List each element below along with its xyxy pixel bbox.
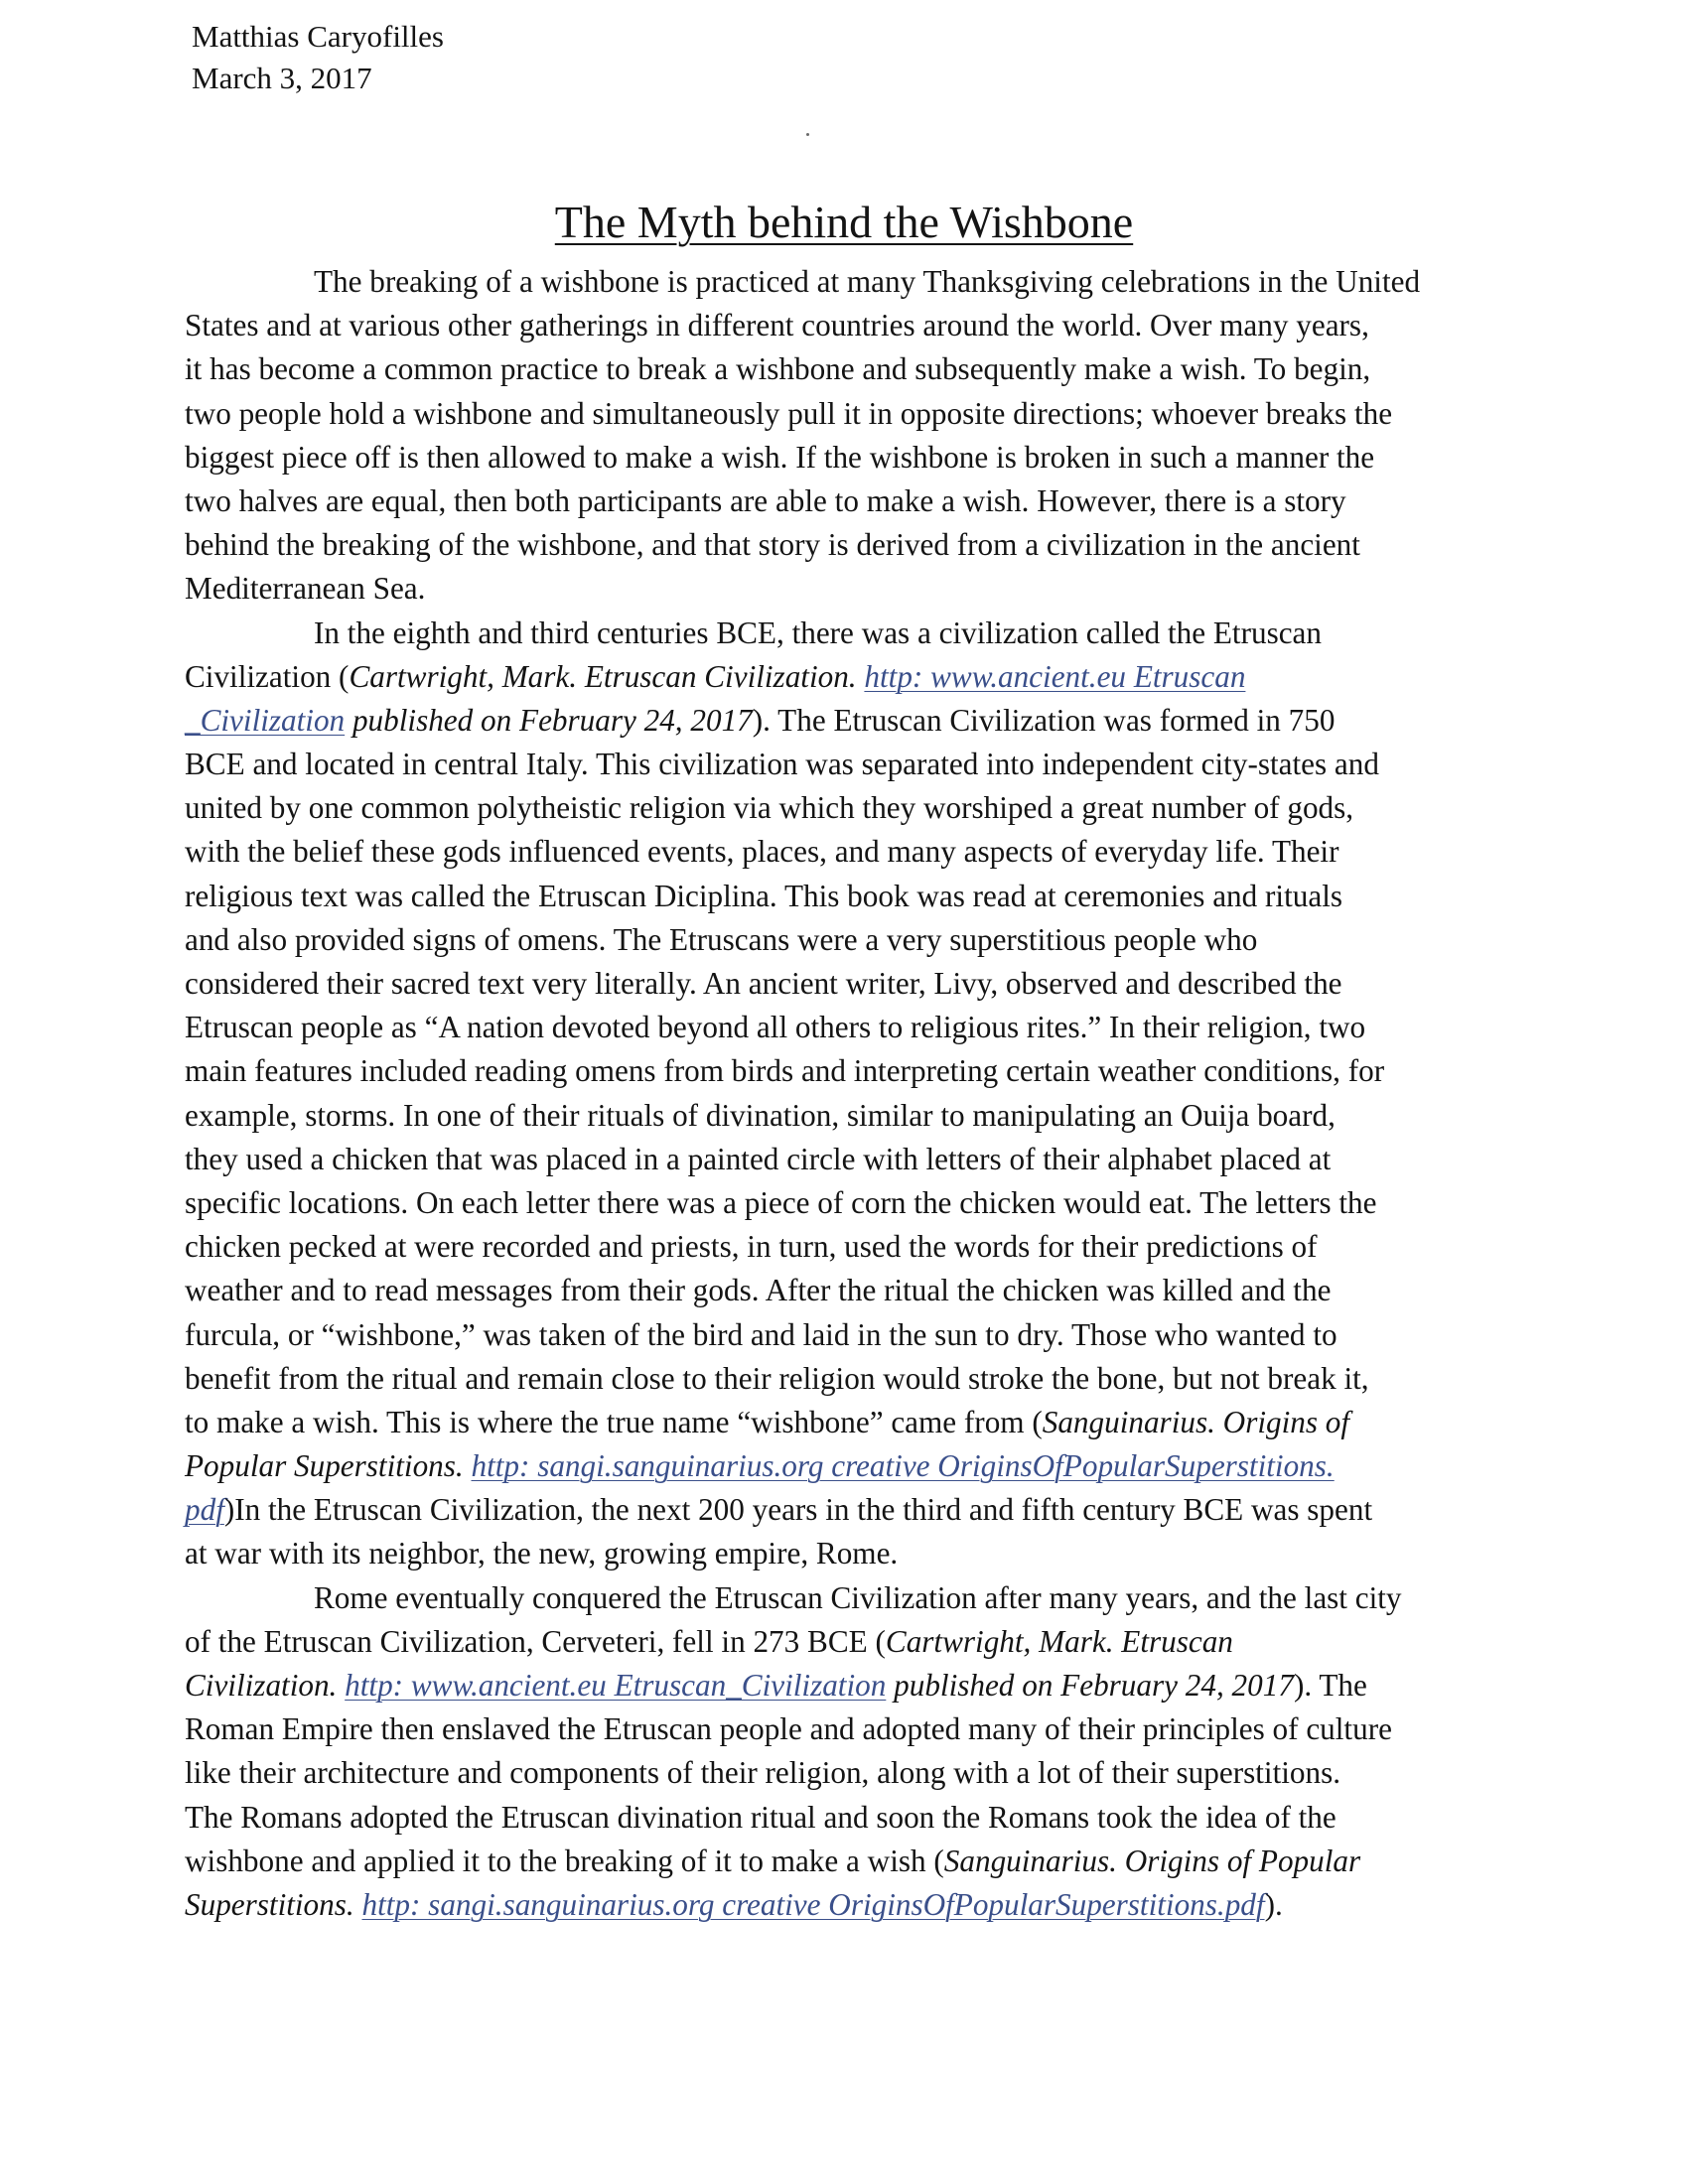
text-line bbox=[185, 875, 1515, 918]
text-line bbox=[185, 918, 1515, 962]
text-segment: ). The Etruscan Civilization was formed in 750 bbox=[752, 702, 1336, 738]
citation-text: Sanguinarius. Origins of bbox=[1042, 1404, 1350, 1439]
text-line bbox=[185, 612, 1515, 655]
text-line bbox=[185, 479, 1515, 523]
citation-url: http: www.ancient.eu Etruscan_Civilization bbox=[345, 1668, 887, 1703]
text-segment: )In the Etruscan Civilization, the next 200 years in the third and fifth century BCE was spent bbox=[223, 1492, 1373, 1528]
text-segment: behind the breaking of the wishbone, and that story is derived from a civilization in the ancient bbox=[185, 527, 1360, 563]
text-line bbox=[185, 1444, 1515, 1488]
text-segment: two halves are equal, then both participants are able to make a wish. However, there is a story bbox=[185, 482, 1346, 518]
text-line bbox=[185, 830, 1515, 874]
text-segment: BCE and located in central Italy. This civilization was separated into independent city-states and bbox=[185, 747, 1379, 782]
text-segment: they used a chicken that was placed in a painted circle with letters of their alphabet placed at bbox=[185, 1141, 1332, 1176]
text-line bbox=[185, 1225, 1515, 1269]
text-segment: specific locations. On each letter there was a piece of corn the chicken would eat. The letters the bbox=[185, 1184, 1377, 1220]
text-line bbox=[185, 1576, 1515, 1620]
citation-text: published on February 24, 2017 bbox=[886, 1668, 1294, 1703]
text-line bbox=[185, 523, 1515, 567]
citation-url: http: www.ancient.eu Etruscan bbox=[864, 658, 1246, 694]
author-name: Matthias Caryofilles bbox=[192, 19, 444, 54]
text-line bbox=[185, 1883, 1515, 1927]
text-segment: to make a wish. This is where the true name “wishbone” came from ( bbox=[185, 1404, 1043, 1439]
text-line bbox=[185, 1006, 1515, 1049]
text-segment: Civilization ( bbox=[185, 658, 350, 694]
citation-text: Superstitions. bbox=[185, 1886, 362, 1922]
text-line bbox=[185, 260, 1515, 304]
text-segment: Roman Empire then enslaved the Etruscan people and adopted many of their principles of culture bbox=[185, 1711, 1392, 1747]
document-header bbox=[192, 16, 444, 99]
text-segment: States and at various other gatherings in different countries around the world. Over many years, bbox=[185, 308, 1369, 343]
citation-text: published on February 24, 2017 bbox=[345, 702, 753, 738]
text-line bbox=[185, 1488, 1515, 1532]
text-line bbox=[185, 1138, 1515, 1181]
text-segment: ). bbox=[1264, 1886, 1283, 1922]
text-segment: main features included reading omens from birds and interpreting certain weather conditions, for bbox=[185, 1053, 1385, 1089]
text-segment: religious text was called the Etruscan Diciplina. This book was read at ceremonies and rituals bbox=[185, 878, 1342, 913]
citation-url: http: sangi.sanguinarius.org creative OriginsOfPopularSuperstitions.pdf bbox=[361, 1886, 1265, 1922]
text-segment: The breaking of a wishbone is practiced at many Thanksgiving celebrations in the United bbox=[314, 264, 1421, 299]
text-line bbox=[185, 304, 1515, 347]
text-segment: at war with its neighbor, the new, growing empire, Rome. bbox=[185, 1536, 899, 1571]
text-segment: furcula, or “wishbone,” was taken of the bird and laid in the sun to dry. Those who wanted to bbox=[185, 1316, 1337, 1352]
text-segment: considered their sacred text very literally. An ancient writer, Livy, observed and described the bbox=[185, 966, 1342, 1001]
text-segment: benefit from the ritual and remain close to their religion would stroke the bone, but not break it, bbox=[185, 1360, 1369, 1396]
text-line bbox=[185, 1094, 1515, 1138]
text-line bbox=[185, 392, 1515, 436]
citation-text: Cartwright, Mark. Etruscan Civilization. bbox=[349, 658, 865, 694]
text-segment: two people hold a wishbone and simultaneously pull it in opposite directions; whoever breaks the bbox=[185, 395, 1393, 431]
text-line bbox=[185, 567, 1515, 611]
text-segment: ). The bbox=[1293, 1668, 1367, 1703]
text-line bbox=[185, 436, 1515, 479]
text-line bbox=[185, 962, 1515, 1006]
text-segment: chicken pecked at were recorded and priests, in turn, used the words for their predictions of bbox=[185, 1229, 1318, 1265]
text-segment: like their architecture and components of their religion, along with a lot of their superstitions. bbox=[185, 1755, 1341, 1791]
document-date: March 3, 2017 bbox=[192, 61, 372, 95]
essay-body bbox=[185, 260, 1515, 1927]
text-segment: with the belief these gods influenced events, places, and many aspects of everyday life. Their bbox=[185, 834, 1339, 870]
text-segment: In the eighth and third centuries BCE, there was a civilization called the Etruscan bbox=[314, 614, 1322, 650]
text-segment: The Romans adopted the Etruscan divination ritual and soon the Romans took the idea of the bbox=[185, 1799, 1336, 1835]
text-line bbox=[185, 1840, 1515, 1883]
text-segment: Etruscan people as “A nation devoted beyond all others to religious rites.” In their religion, two bbox=[185, 1010, 1366, 1045]
text-line bbox=[185, 1357, 1515, 1401]
text-line bbox=[185, 1707, 1515, 1751]
text-segment: and also provided signs of omens. The Etruscans were a very superstitious people who bbox=[185, 921, 1258, 957]
text-segment: example, storms. In one of their rituals of divination, similar to manipulating an Ouija board, bbox=[185, 1097, 1336, 1133]
document-title: The Myth behind the Wishbone bbox=[554, 197, 1134, 247]
text-segment: of the Etruscan Civilization, Cerveteri, fell in 273 BCE ( bbox=[185, 1623, 886, 1659]
text-segment: Rome eventually conquered the Etruscan Civilization after many years, and the last city bbox=[314, 1579, 1402, 1615]
text-segment: united by one common polytheistic religion via which they worshiped a great number of gods, bbox=[185, 790, 1354, 826]
text-line bbox=[185, 1181, 1515, 1225]
citation-text: Civilization. bbox=[185, 1668, 346, 1703]
text-line bbox=[185, 1313, 1515, 1357]
citation-url: pdf bbox=[185, 1492, 224, 1528]
text-line bbox=[185, 1751, 1515, 1795]
text-line bbox=[185, 786, 1515, 830]
text-line bbox=[185, 655, 1515, 699]
citation-text: Sanguinarius. Origins of Popular bbox=[943, 1843, 1361, 1878]
text-line bbox=[185, 743, 1515, 786]
text-line bbox=[185, 1796, 1515, 1840]
scan-speck bbox=[806, 133, 809, 136]
text-segment: biggest piece off is then allowed to make a wish. If the wishbone is broken in such a manner the bbox=[185, 439, 1375, 475]
citation-url: http: sangi.sanguinarius.org creative OriginsOfPopularSuperstitions. bbox=[471, 1448, 1335, 1484]
text-segment: weather and to read messages from their gods. After the ritual the chicken was killed and the bbox=[185, 1273, 1332, 1308]
text-segment: wishbone and applied it to the breaking of it to make a wish ( bbox=[185, 1843, 944, 1878]
text-line bbox=[185, 1049, 1515, 1093]
text-segment: it has become a common practice to break a wishbone and subsequently make a wish. To begin, bbox=[185, 351, 1371, 387]
text-line bbox=[185, 1620, 1515, 1664]
citation-text: Popular Superstitions. bbox=[185, 1448, 472, 1484]
text-segment: Mediterranean Sea. bbox=[185, 571, 426, 607]
citation-url: _Civilization bbox=[185, 702, 346, 738]
text-line bbox=[185, 699, 1515, 743]
text-line bbox=[185, 1664, 1515, 1707]
text-line bbox=[185, 1532, 1515, 1575]
text-line bbox=[185, 1401, 1515, 1444]
citation-text: Cartwright, Mark. Etruscan bbox=[885, 1623, 1233, 1659]
text-line bbox=[185, 347, 1515, 391]
text-line bbox=[185, 1269, 1515, 1312]
